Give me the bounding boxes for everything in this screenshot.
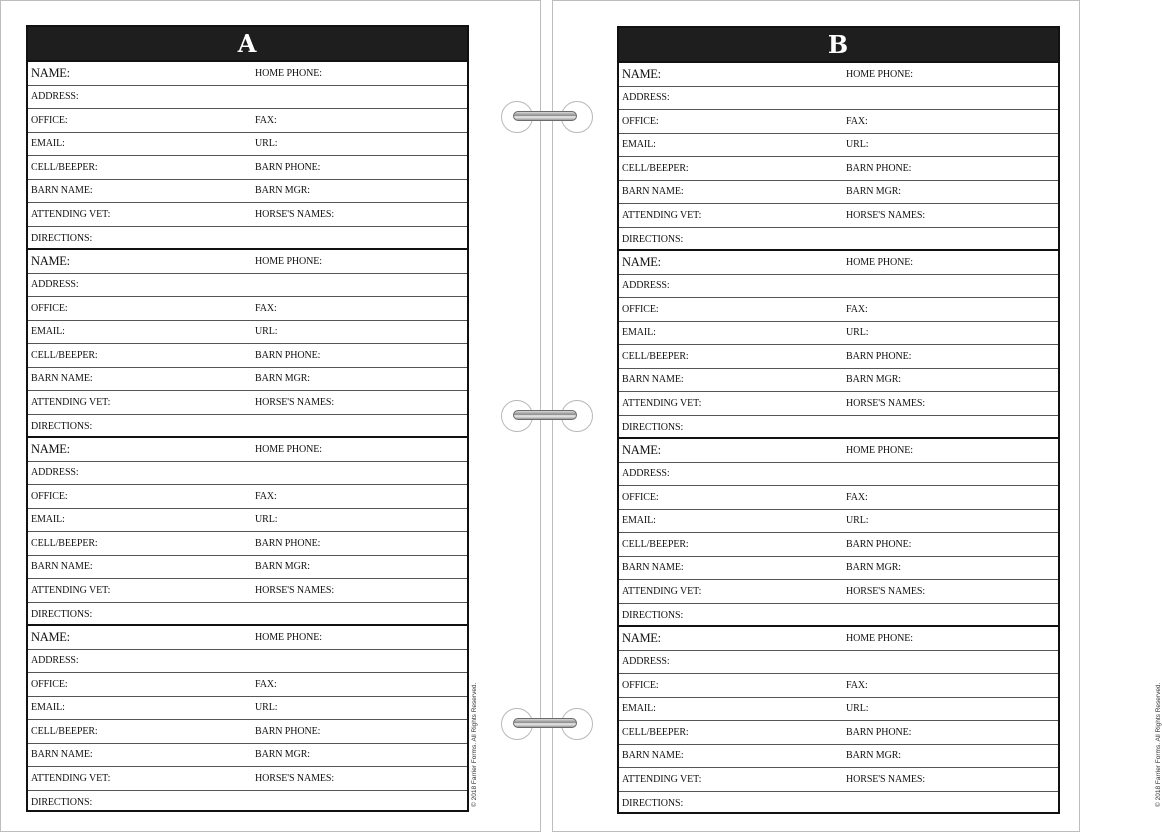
form-line[interactable] <box>28 250 467 274</box>
directions-label: DIRECTIONS: <box>622 609 684 621</box>
form-line[interactable] <box>28 227 467 251</box>
form-line[interactable] <box>619 110 1058 134</box>
form-line[interactable] <box>28 532 467 556</box>
office-label: OFFICE: <box>31 678 68 690</box>
form-line[interactable] <box>28 368 467 392</box>
contact-entry <box>619 625 1058 813</box>
contact-entry <box>619 437 1058 625</box>
form-line[interactable] <box>619 604 1058 628</box>
contact-entry <box>28 624 467 812</box>
cell-beeper-label: CELL/BEEPER: <box>31 161 98 173</box>
form-line[interactable] <box>28 509 467 533</box>
home-phone-label: HOME PHONE: <box>255 67 322 79</box>
horses-names-label: HORSE'S NAMES: <box>255 772 335 784</box>
attending-vet-label: ATTENDING VET: <box>622 397 702 409</box>
form-line[interactable] <box>28 744 467 768</box>
form-line[interactable] <box>619 416 1058 440</box>
form-line[interactable] <box>28 485 467 509</box>
home-phone-label: HOME PHONE: <box>846 256 913 268</box>
barn-phone-label: BARN PHONE: <box>846 162 912 174</box>
name-label: NAME: <box>31 441 70 456</box>
form-line[interactable] <box>28 438 467 462</box>
binder-ring-middle <box>499 397 595 437</box>
barn-phone-label: BARN PHONE: <box>255 537 321 549</box>
email-label: EMAIL: <box>31 326 65 338</box>
cell-beeper-label: CELL/BEEPER: <box>31 537 98 549</box>
address-label: ADDRESS: <box>31 467 79 479</box>
form-line[interactable] <box>619 157 1058 181</box>
form-line[interactable] <box>28 109 467 133</box>
form-line[interactable] <box>619 275 1058 299</box>
contact-entry <box>28 248 467 436</box>
name-label: NAME: <box>31 629 70 644</box>
url-label: URL: <box>846 327 869 339</box>
attending-vet-label: ATTENDING VET: <box>622 773 702 785</box>
cell-beeper-label: CELL/BEEPER: <box>622 350 689 362</box>
attending-vet-label: ATTENDING VET: <box>622 209 702 221</box>
form-line[interactable] <box>619 345 1058 369</box>
form-line[interactable] <box>619 87 1058 111</box>
fax-label: FAX: <box>255 114 277 126</box>
email-label: EMAIL: <box>31 702 65 714</box>
home-phone-label: HOME PHONE: <box>255 631 322 643</box>
barn-name-label: BARN NAME: <box>622 374 684 386</box>
name-label: NAME: <box>622 254 661 269</box>
url-label: URL: <box>255 326 278 338</box>
form-line[interactable] <box>28 697 467 721</box>
form-line[interactable] <box>619 745 1058 769</box>
email-label: EMAIL: <box>622 327 656 339</box>
form-line[interactable] <box>28 767 467 791</box>
form-line[interactable] <box>619 510 1058 534</box>
directions-label: DIRECTIONS: <box>31 232 93 244</box>
address-label: ADDRESS: <box>31 655 79 667</box>
form-line[interactable] <box>28 62 467 86</box>
email-label: EMAIL: <box>31 514 65 526</box>
url-label: URL: <box>846 703 869 715</box>
form-line[interactable] <box>619 63 1058 87</box>
form-line[interactable] <box>28 391 467 415</box>
horses-names-label: HORSE'S NAMES: <box>846 209 926 221</box>
form-line[interactable] <box>619 627 1058 651</box>
form-line[interactable] <box>619 392 1058 416</box>
name-label: NAME: <box>622 630 661 645</box>
copyright-notice: © 2018 Farrier Forms. All Rights Reserved. <box>1155 682 1162 807</box>
form-line[interactable] <box>619 768 1058 792</box>
home-phone-label: HOME PHONE: <box>846 632 913 644</box>
form-line[interactable] <box>619 204 1058 228</box>
form-line[interactable] <box>28 415 467 439</box>
attending-vet-label: ATTENDING VET: <box>31 208 111 220</box>
attending-vet-label: ATTENDING VET: <box>31 584 111 596</box>
section-letter-header: B <box>619 28 1058 61</box>
ring-icon <box>513 718 577 728</box>
cell-beeper-label: CELL/BEEPER: <box>31 349 98 361</box>
email-label: EMAIL: <box>622 515 656 527</box>
contact-form-a <box>26 25 469 812</box>
home-phone-label: HOME PHONE: <box>255 255 322 267</box>
fax-label: FAX: <box>846 679 868 691</box>
office-label: OFFICE: <box>31 302 68 314</box>
form-line[interactable] <box>28 344 467 368</box>
url-label: URL: <box>255 514 278 526</box>
email-label: EMAIL: <box>622 139 656 151</box>
form-line[interactable] <box>28 203 467 227</box>
cell-beeper-label: CELL/BEEPER: <box>31 725 98 737</box>
office-label: OFFICE: <box>622 115 659 127</box>
name-label: NAME: <box>622 442 661 457</box>
address-label: ADDRESS: <box>31 91 79 103</box>
form-line[interactable] <box>28 180 467 204</box>
copyright-notice: © 2018 Farrier Forms. All Rights Reserved. <box>471 682 478 807</box>
section-letter-header: A <box>28 27 467 60</box>
barn-name-label: BARN NAME: <box>31 373 93 385</box>
cell-beeper-label: CELL/BEEPER: <box>622 726 689 738</box>
form-line[interactable] <box>619 134 1058 158</box>
form-line[interactable] <box>619 439 1058 463</box>
fax-label: FAX: <box>255 678 277 690</box>
directions-label: DIRECTIONS: <box>622 797 684 809</box>
barn-mgr-label: BARN MGR: <box>846 750 901 762</box>
fax-label: FAX: <box>846 303 868 315</box>
right-page <box>552 0 1162 832</box>
barn-mgr-label: BARN MGR: <box>846 374 901 386</box>
barn-mgr-label: BARN MGR: <box>846 186 901 198</box>
name-label: NAME: <box>31 65 70 80</box>
office-label: OFFICE: <box>622 303 659 315</box>
office-label: OFFICE: <box>622 679 659 691</box>
contact-entry <box>28 60 467 248</box>
contact-entry <box>28 436 467 624</box>
barn-name-label: BARN NAME: <box>31 749 93 761</box>
form-line[interactable] <box>619 674 1058 698</box>
barn-phone-label: BARN PHONE: <box>846 350 912 362</box>
form-line[interactable] <box>28 462 467 486</box>
directions-label: DIRECTIONS: <box>31 796 93 808</box>
barn-phone-label: BARN PHONE: <box>846 726 912 738</box>
form-line[interactable] <box>619 721 1058 745</box>
form-line[interactable] <box>619 298 1058 322</box>
ring-icon <box>513 111 577 121</box>
form-line[interactable] <box>28 579 467 603</box>
fax-label: FAX: <box>255 490 277 502</box>
cell-beeper-label: CELL/BEEPER: <box>622 538 689 550</box>
form-line[interactable] <box>28 86 467 110</box>
email-label: EMAIL: <box>31 138 65 150</box>
fax-label: FAX: <box>255 302 277 314</box>
address-label: ADDRESS: <box>31 279 79 291</box>
home-phone-label: HOME PHONE: <box>255 443 322 455</box>
office-label: OFFICE: <box>31 114 68 126</box>
barn-mgr-label: BARN MGR: <box>255 373 310 385</box>
address-label: ADDRESS: <box>622 468 670 480</box>
horses-names-label: HORSE'S NAMES: <box>846 585 926 597</box>
form-line[interactable] <box>619 322 1058 346</box>
directions-label: DIRECTIONS: <box>622 421 684 433</box>
form-line[interactable] <box>28 791 467 815</box>
form-line[interactable] <box>28 603 467 627</box>
form-line[interactable] <box>619 792 1058 816</box>
form-line[interactable] <box>619 228 1058 252</box>
directions-label: DIRECTIONS: <box>31 608 93 620</box>
barn-phone-label: BARN PHONE: <box>255 725 321 737</box>
form-line[interactable] <box>619 463 1058 487</box>
form-line[interactable] <box>619 486 1058 510</box>
binder-ring-bottom <box>499 705 595 745</box>
form-line[interactable] <box>28 650 467 674</box>
barn-phone-label: BARN PHONE: <box>255 349 321 361</box>
contact-form-b <box>617 26 1060 814</box>
contact-entry <box>619 249 1058 437</box>
barn-mgr-label: BARN MGR: <box>255 749 310 761</box>
directions-label: DIRECTIONS: <box>622 233 684 245</box>
form-line[interactable] <box>619 181 1058 205</box>
horses-names-label: HORSE'S NAMES: <box>255 584 335 596</box>
email-label: EMAIL: <box>622 703 656 715</box>
horses-names-label: HORSE'S NAMES: <box>255 208 335 220</box>
attending-vet-label: ATTENDING VET: <box>622 585 702 597</box>
form-line[interactable] <box>28 626 467 650</box>
address-label: ADDRESS: <box>622 280 670 292</box>
home-phone-label: HOME PHONE: <box>846 444 913 456</box>
fax-label: FAX: <box>846 115 868 127</box>
name-label: NAME: <box>622 66 661 81</box>
horses-names-label: HORSE'S NAMES: <box>846 397 926 409</box>
barn-name-label: BARN NAME: <box>622 562 684 574</box>
form-line[interactable] <box>28 556 467 580</box>
form-line[interactable] <box>619 651 1058 675</box>
barn-mgr-label: BARN MGR: <box>255 185 310 197</box>
office-label: OFFICE: <box>31 490 68 502</box>
form-line[interactable] <box>28 156 467 180</box>
contact-entry <box>619 61 1058 249</box>
barn-name-label: BARN NAME: <box>622 750 684 762</box>
home-phone-label: HOME PHONE: <box>846 68 913 80</box>
cell-beeper-label: CELL/BEEPER: <box>622 162 689 174</box>
barn-phone-label: BARN PHONE: <box>846 538 912 550</box>
barn-mgr-label: BARN MGR: <box>846 562 901 574</box>
ring-icon <box>513 410 577 420</box>
form-line[interactable] <box>28 720 467 744</box>
barn-phone-label: BARN PHONE: <box>255 161 321 173</box>
fax-label: FAX: <box>846 491 868 503</box>
barn-mgr-label: BARN MGR: <box>255 561 310 573</box>
directions-label: DIRECTIONS: <box>31 420 93 432</box>
name-label: NAME: <box>31 253 70 268</box>
form-line[interactable] <box>619 533 1058 557</box>
office-label: OFFICE: <box>622 491 659 503</box>
attending-vet-label: ATTENDING VET: <box>31 396 111 408</box>
attending-vet-label: ATTENDING VET: <box>31 772 111 784</box>
form-line[interactable] <box>619 251 1058 275</box>
barn-name-label: BARN NAME: <box>31 185 93 197</box>
form-line[interactable] <box>28 133 467 157</box>
form-line[interactable] <box>619 557 1058 581</box>
form-line[interactable] <box>28 673 467 697</box>
horses-names-label: HORSE'S NAMES: <box>846 773 926 785</box>
form-line[interactable] <box>619 580 1058 604</box>
url-label: URL: <box>255 138 278 150</box>
barn-name-label: BARN NAME: <box>622 186 684 198</box>
form-line[interactable] <box>28 274 467 298</box>
url-label: URL: <box>255 702 278 714</box>
form-line[interactable] <box>28 321 467 345</box>
barn-name-label: BARN NAME: <box>31 561 93 573</box>
form-line[interactable] <box>619 369 1058 393</box>
horses-names-label: HORSE'S NAMES: <box>255 396 335 408</box>
left-page <box>0 0 541 832</box>
url-label: URL: <box>846 139 869 151</box>
address-label: ADDRESS: <box>622 92 670 104</box>
binder-ring-top <box>499 98 595 138</box>
address-label: ADDRESS: <box>622 656 670 668</box>
form-line[interactable] <box>28 297 467 321</box>
url-label: URL: <box>846 515 869 527</box>
form-line[interactable] <box>619 698 1058 722</box>
